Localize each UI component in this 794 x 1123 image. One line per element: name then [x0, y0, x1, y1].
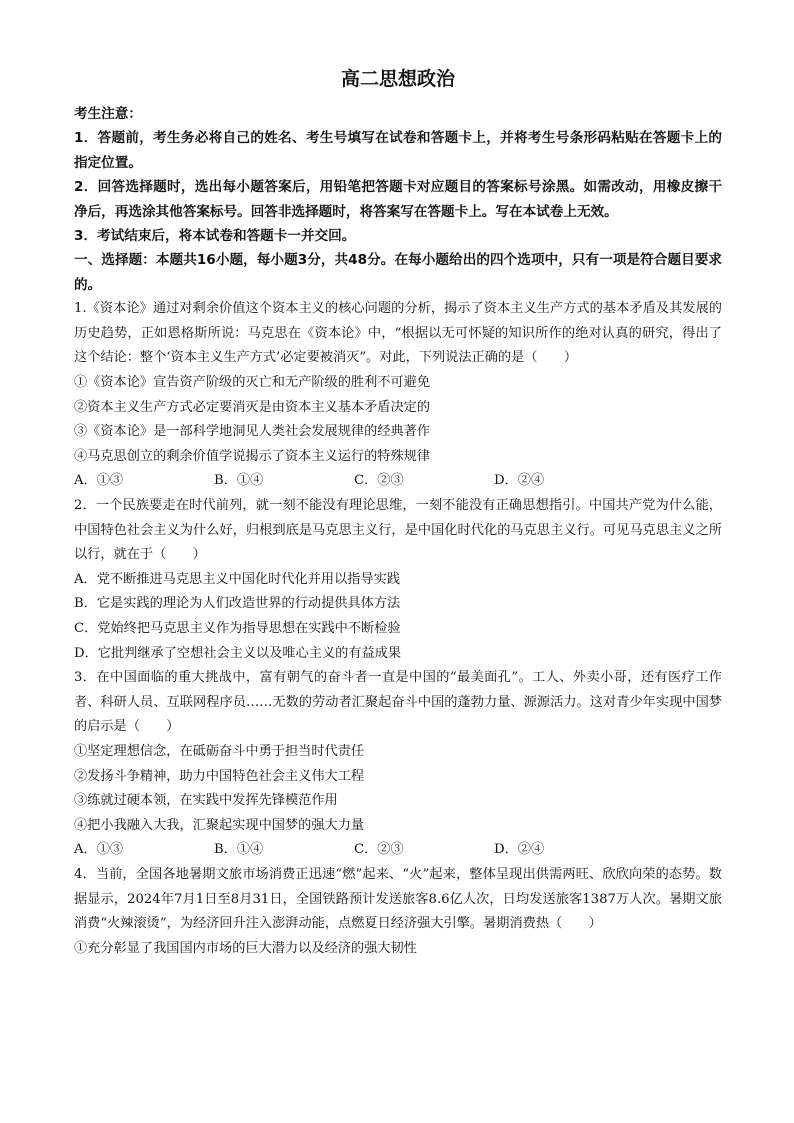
notice-item: 2．回答选择题时，选出每小题答案后，用铅笔把答题卡对应题目的答案标号涂黑。如需改动，用橡皮擦干净后，再选涂其他答案标号。回答非选择题时，将答案写在答题卡上。写在本试卷上无效。 [74, 179, 722, 220]
question-3 [74, 666, 722, 863]
answer-options [74, 469, 722, 494]
notice-item: 1．答题前，考生务必将自己的姓名、考生号填写在试卷和答题卡上，并将考生号条形码粘贴在答题卡上的指定位置。 [74, 130, 722, 171]
option-c: C．②③ [354, 473, 404, 489]
notice-heading: 考生注意： [74, 106, 142, 122]
notice-block [74, 102, 722, 297]
option-a: A．①③ [74, 473, 124, 489]
option-b: B．①④ [214, 473, 264, 489]
option-line: C．党始终把马克思主义作为指导思想在实践中不断检验 [74, 620, 401, 636]
option-a: A．①③ [74, 842, 124, 858]
question-1 [74, 297, 722, 494]
section-heading: 一、选择题：本题共16小题，每小题3分，共48分。在每小题给出的四个选项中，只有一项是符合题目要求的。 [74, 252, 722, 293]
page-title: 高二思想政治 [340, 68, 455, 90]
option-c: C．②③ [354, 842, 404, 858]
statement-item: ④马克思创立的剩余价值学说揭示了资本主义运行的特殊规律 [74, 448, 431, 464]
statement-item: ①坚定理想信念，在砥砺奋斗中勇于担当时代责任 [74, 743, 365, 759]
option-d: D．②④ [494, 842, 545, 858]
statement-item: ②资本主义生产方式必定要消灭是由资本主义基本矛盾决定的 [74, 399, 431, 415]
option-d: D．②④ [494, 473, 545, 489]
statement-item: ①《资本论》宣告资产阶级的灭亡和无产阶级的胜利不可避免 [74, 375, 431, 391]
question-stem: 2．一个民族要走在时代前列，就一刻不能没有理论思维，一刻不能没有正确思想指引。中国共产党为什么能，中国特色社会主义为什么好，归根到底是马克思主义行，是中国化时代化的马克思主义行。可见马克思主义之所以行，就在于（ ） [74, 498, 722, 563]
statement-item: ②发扬斗争精神，助力中国特色社会主义伟大工程 [74, 768, 365, 784]
question-2 [74, 494, 722, 666]
question-stem: 1.《资本论》通过对剩余价值这个资本主义的核心问题的分析，揭示了资本主义生产方式的基本矛盾及其发展的历史趋势，正如恩格斯所说：马克思在《资本论》中，“根据以无可怀疑的知识所作的绝对认真的研究，得出了这个结论：整个‘资本主义生产方式’必定要被消灭”。对此，下列说法正确的是（ ） [74, 301, 722, 366]
question-4 [74, 863, 722, 961]
statement-item: ①充分彰显了我国国内市场的巨大潜力以及经济的强大韧性 [74, 940, 417, 956]
option-b: B．①④ [214, 842, 264, 858]
statement-item: ③练就过硬本领，在实践中发挥先锋模范作用 [74, 793, 338, 809]
option-line: A．党不断推进马克思主义中国化时代化并用以指导实践 [74, 571, 401, 587]
statement-item: ③《资本论》是一部科学地洞见人类社会发展规律的经典著作 [74, 424, 431, 440]
exam-page [74, 66, 722, 961]
option-line: D．它批判继承了空想社会主义以及唯心主义的有益成果 [74, 645, 402, 661]
answer-options [74, 838, 722, 863]
statement-item: ④把小我融入大我，汇聚起实现中国梦的强大力量 [74, 817, 365, 833]
option-line: B．它是实践的理论为人们改造世界的行动提供具体方法 [74, 596, 401, 612]
question-stem: 4．当前，全国各地暑期文旅市场消费正迅速“燃”起来、“火”起来，整体呈现出供需两旺、欣欣向荣的态势。数据显示，2024年7月1日至8月31日，全国铁路预计发送旅客8.6亿人次，日均发送旅客1387万人次。暑期文旅消费“火辣滚烫”，为经济回升注入澎湃动能，点燃夏日经济强大引擎。暑期消费热（ ） [74, 866, 722, 932]
question-stem: 3．在中国面临的重大挑战中，富有朝气的奋斗者一直是中国的“最美面孔”。工人、外卖小哥，还有医疗工作者、科研人员、互联网程序员……无数的劳动者汇聚起奋斗中国的蓬勃力量、源源活力。这对青少年实现中国梦的启示是（ ） [74, 670, 722, 735]
notice-item: 3．考试结束后，将本试卷和答题卡一并交回。 [74, 228, 356, 245]
